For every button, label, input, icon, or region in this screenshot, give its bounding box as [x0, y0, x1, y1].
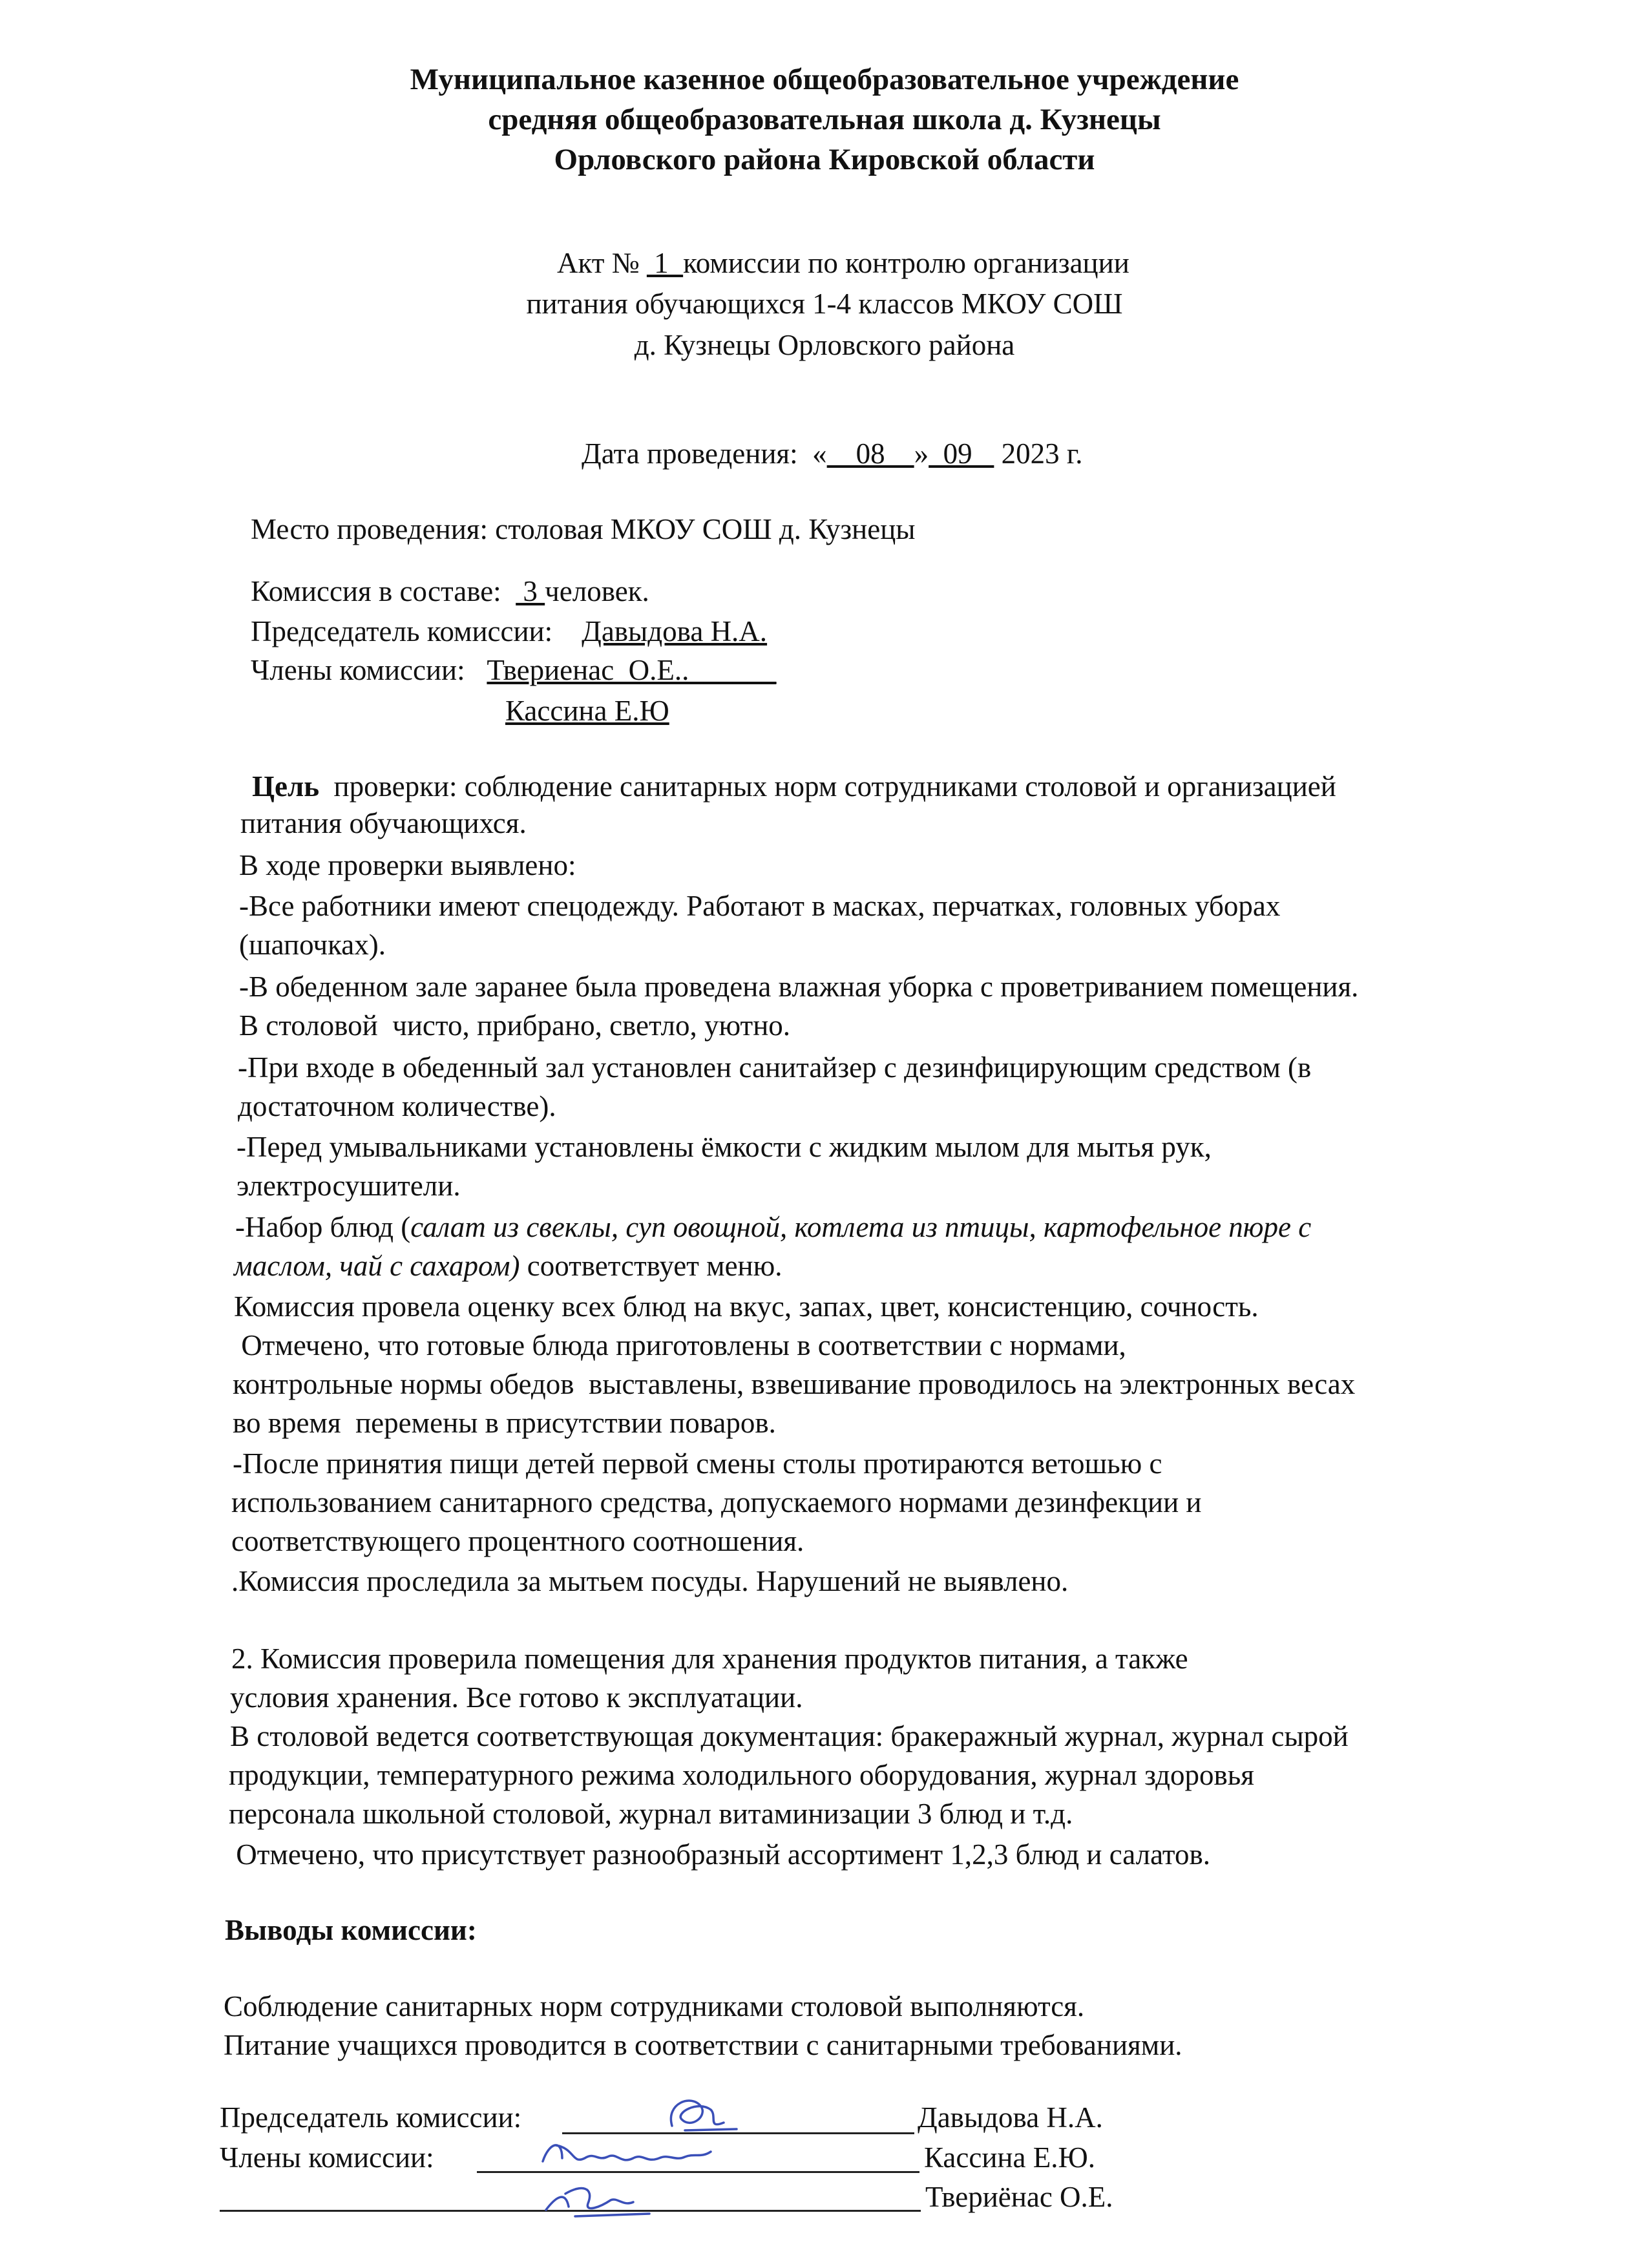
- section-2-line-4: продукции, температурного режима холодильного оборудования, журнал здоровья: [229, 1759, 1254, 1791]
- goal-text: проверки: соблюдение санитарных норм сотрудниками столовой и организацией: [319, 770, 1336, 803]
- date-day: 08: [826, 437, 914, 470]
- signature-member-2-name: Твериёнас О.Е.: [925, 2181, 1113, 2213]
- finding-3-line-1: -При входе в обеденный зал установлен санитайзер с дезинфицирующим средством (в: [238, 1051, 1312, 1084]
- cleaning-line-3: соответствующего процентного соотношения.: [231, 1525, 804, 1557]
- signature-members-label: Члены комиссии:: [220, 2141, 434, 2174]
- member-2-name: Кассина Е.Ю: [505, 695, 669, 727]
- cleaning-line-1: -После принятия пищи детей первой смены столы протираются ветошью с: [233, 1447, 1162, 1480]
- finding-4-line-1: -Перед умывальниками установлены ёмкости с жидким мылом для мытья рук,: [236, 1131, 1212, 1163]
- member-1-name: Твериенас О.Е..______: [487, 654, 777, 686]
- commission-members: [251, 656, 776, 685]
- menu-dishes-2: маслом, чай с сахаром): [234, 1250, 520, 1282]
- commission-size-value: 3: [516, 575, 545, 607]
- menu-match: соответствует меню.: [520, 1250, 782, 1282]
- act-title-rest: комиссии по контролю организации: [683, 247, 1129, 279]
- section-2-line-6: Отмечено, что присутствует разнообразный ассортимент 1,2,3 блюд и салатов.: [229, 1838, 1210, 1871]
- commission-size-suffix: человек.: [545, 575, 649, 607]
- dishwashing-line: .Комиссия проследила за мытьем посуды. Нарушений не выявлено.: [231, 1565, 1069, 1597]
- conclusion-line-2: Питание учащихся проводится в соответствии с санитарными требованиями.: [224, 2029, 1182, 2061]
- signature-chair-name: Давыдова Н.А.: [918, 2101, 1103, 2134]
- date-sep: »: [914, 437, 929, 470]
- tasting-line: Комиссия провела оценку всех блюд на вкус, запах, цвет, консистенцию, сочность.: [234, 1290, 1259, 1323]
- member-1-signature-mark: [536, 2132, 717, 2178]
- commission-size: [251, 577, 649, 606]
- signature-chair-label: Председатель комиссии:: [220, 2101, 522, 2134]
- act-title-line-3: д. Кузнецы Орловского района: [634, 329, 1015, 361]
- inspection-place: Место проведения: столовая МКОУ СОШ д. Кузнецы: [251, 513, 916, 545]
- finding-5-line-1: [235, 1213, 1311, 1242]
- norms-line-2: контрольные нормы обедов выставлены, взвешивание проводилось на электронных весах: [233, 1368, 1356, 1400]
- chair-name: Давыдова Н.А.: [582, 615, 768, 647]
- goal-line-2: питания обучающихся.: [240, 807, 527, 839]
- signature-member-1-name: Кассина Е.Ю.: [924, 2141, 1095, 2174]
- act-number: 1: [646, 247, 684, 279]
- inspection-date: [582, 439, 1083, 468]
- conclusions-heading: Выводы комиссии:: [225, 1914, 477, 1946]
- section-2-line-3: В столовой ведется соответствующая документация: бракеражный журнал, журнал сырой: [230, 1720, 1349, 1752]
- section-2-line-2: условия хранения. Все готово к эксплуатации.: [230, 1681, 803, 1714]
- finding-1-line-2: (шапочках).: [239, 929, 386, 961]
- school-name-line-3: Орловского района Кировской области: [554, 143, 1095, 176]
- commission-size-label: Комиссия в составе:: [251, 575, 516, 607]
- school-name-line-2: средняя общеобразовательная школа д. Кузнецы: [488, 103, 1161, 136]
- member-2-signature-mark: [536, 2178, 659, 2223]
- act-title-line-1: [557, 249, 1129, 278]
- members-label: Члены комиссии:: [251, 654, 487, 686]
- commission-chair: [251, 617, 767, 646]
- chair-label: Председатель комиссии:: [251, 615, 582, 647]
- section-2-line-1: 2. Комиссия проверила помещения для хранения продуктов питания, а также: [231, 1643, 1188, 1675]
- goal-line-1: [252, 772, 1336, 801]
- finding-2-line-1: -В обеденном зале заранее была проведена влажная уборка с проветриванием помещения.: [239, 971, 1359, 1003]
- school-name-line-1: Муниципальное казенное общеобразовательное учреждение: [410, 63, 1239, 96]
- norms-line-3: во время перемены в присутствии поваров.: [233, 1407, 776, 1439]
- finding-3-line-2: достаточном количестве).: [238, 1090, 556, 1122]
- date-year: 2023 г.: [994, 437, 1083, 470]
- date-month: 09: [929, 437, 994, 470]
- menu-dishes-1: салат из свеклы, суп овощной, котлета из птицы, картофельное пюре с: [410, 1211, 1312, 1243]
- cleaning-line-2: использованием санитарного средства, допускаемого нормами дезинфекции и: [231, 1486, 1202, 1518]
- section-2-line-5: персонала школьной столовой, журнал витаминизации 3 блюд и т.д.: [229, 1798, 1073, 1830]
- finding-2-line-2: В столовой чисто, прибрано, светло, уютно.: [239, 1009, 791, 1042]
- norms-line-1: Отмечено, что готовые блюда приготовлены в соответствии с нормами,: [234, 1329, 1126, 1361]
- menu-intro: -Набор блюд (: [235, 1211, 411, 1243]
- finding-4-line-2: электросушители.: [236, 1170, 461, 1202]
- goal-word: Цель: [252, 770, 320, 803]
- act-title-line-2: питания обучающихся 1-4 классов МКОУ СОШ: [526, 288, 1123, 320]
- findings-heading: В ходе проверки выявлено:: [239, 849, 576, 881]
- finding-1-line-1: -Все работники имеют спецодежду. Работают в масках, перчатках, головных уборах: [239, 890, 1281, 922]
- conclusion-line-1: Соблюдение санитарных норм сотрудниками столовой выполняются.: [224, 1990, 1085, 2022]
- act-prefix: Акт №: [557, 247, 647, 279]
- date-label: Дата проведения: «: [582, 437, 827, 470]
- finding-5-line-2: [234, 1252, 782, 1281]
